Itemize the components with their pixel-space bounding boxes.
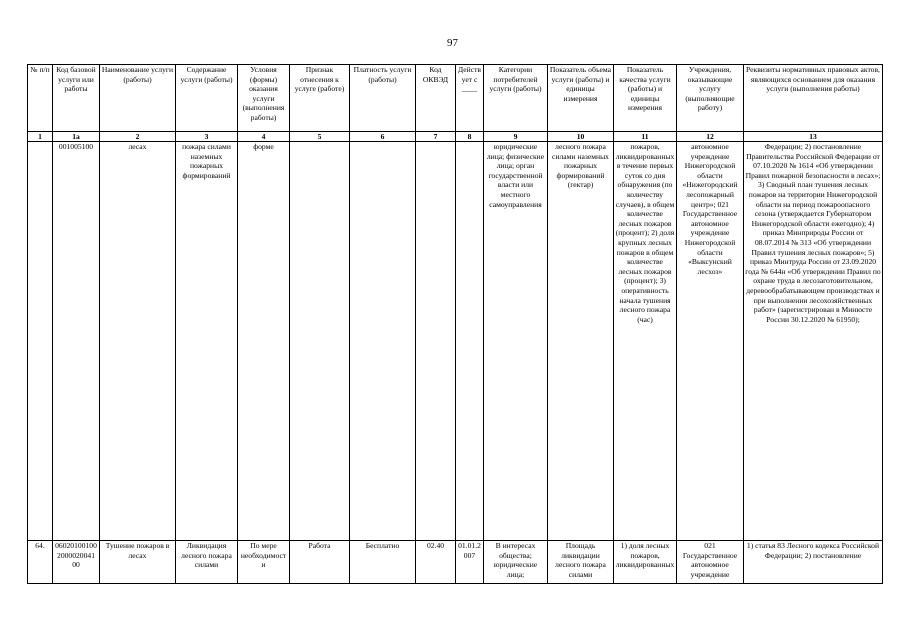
column-number: 4 xyxy=(238,132,290,142)
table-cell: лесах xyxy=(100,142,176,541)
table-cell: 1) доля лесных пожаров, ликвидированных xyxy=(614,541,677,584)
table-cell: Ликвидация лесного пожара силами xyxy=(176,541,238,584)
header-cell: Наименование услуги (работы) xyxy=(100,65,176,132)
table-cell: По мере необходимости xyxy=(238,541,290,584)
table-cell xyxy=(28,142,53,541)
table-cell: Тушение пожаров в лесах xyxy=(100,541,176,584)
table-cell: 01.01.2007 xyxy=(456,541,484,584)
table-cell: пожаров, ликвидированных в течение первых суток со дня обнаружения (по количеству случаев), в общем количестве лесных пожаров (процент); 2) доля крупных лесных пожаров в общем количестве лесных пожаров (процент); 3) оперативность начала тушения лесного пожара (час) xyxy=(614,142,677,541)
table-cell: форме xyxy=(238,142,290,541)
column-number: 5 xyxy=(290,132,350,142)
header-cell: Платность услуги (работы) xyxy=(350,65,416,132)
table-cell: Работа xyxy=(290,541,350,584)
table-cell: 021 Государственное автономное учреждение xyxy=(677,541,744,584)
column-number: 11 xyxy=(614,132,677,142)
table-cell: 1) статья 83 Лесного кодекса Российской Федерации; 2) постановление xyxy=(744,541,883,584)
table-cell: Площадь ликвидации лесного пожара силами xyxy=(548,541,614,584)
header-cell: № п/п xyxy=(28,65,53,132)
header-cell: Учреждения, оказывающие услугу (выполняющие работу) xyxy=(677,65,744,132)
header-cell: Действует с ____ xyxy=(456,65,484,132)
header-cell: Показатель объема услуги (работы) и единицы измерения xyxy=(548,65,614,132)
column-number: 3 xyxy=(176,132,238,142)
table-cell: 001005100 xyxy=(53,142,100,541)
table-cell xyxy=(290,142,350,541)
column-number: 1а xyxy=(53,132,100,142)
table-cell: автономное учреждение Нижегородской области «Нижегородский лесопожарный центр»; 021 Государственное автономное учреждение Нижегородской области «Выксунский лесхоз» xyxy=(677,142,744,541)
table-cell xyxy=(350,142,416,541)
table-cell: Бесплатно xyxy=(350,541,416,584)
table-cell: пожара силами наземных пожарных формирований xyxy=(176,142,238,541)
column-number: 12 xyxy=(677,132,744,142)
header-cell: Реквизиты нормативных правовых актов, являющихся основанием для оказания услуги (выполнения работы) xyxy=(744,65,883,132)
column-number-row xyxy=(28,132,883,142)
table-row xyxy=(28,541,883,584)
table-cell: лесного пожара силами наземных пожарных формирований (гектар) xyxy=(548,142,614,541)
column-number: 9 xyxy=(484,132,548,142)
table-row xyxy=(28,142,883,541)
header-cell: Содержание услуги (работы) xyxy=(176,65,238,132)
column-number: 1 xyxy=(28,132,53,142)
table-cell: Федерации; 2) постановление Правительства Российской Федерации от 07.10.2020 № 1614 «Об утверждении Правил пожарной безопасности в лесах»; 3) Сводный план тушения лесных пожаров на территории Нижегородской области на период пожароопасного сезона (утверждается Губернатором Нижегородской области ежегодно); 4) приказ Минприроды России от 08.07.2014 № 313 «Об утверждении Правил тушения лесных пожаров»; 5) приказ Минтруда России от 23.09.2020 года № 644н «Об утверждении Правил по охране труда в лесозаготовительном, деревообрабатывающем производствах и при выполнении лесохозяйственных работ» (зарегистрирован в Минюсте России 30.12.2020 № 61950); xyxy=(744,142,883,541)
column-number: 6 xyxy=(350,132,416,142)
header-cell: Признак отнесения к услуге (работе) xyxy=(290,65,350,132)
header-cell: Код ОКВЭД xyxy=(416,65,456,132)
column-number: 7 xyxy=(416,132,456,142)
header-cell: Категории потребителей услуги (работы) xyxy=(484,65,548,132)
header-row xyxy=(28,65,883,132)
column-number: 8 xyxy=(456,132,484,142)
table-cell: 060201001002000020041 00 xyxy=(53,541,100,584)
column-number: 10 xyxy=(548,132,614,142)
header-cell: Показатель качества услуги (работы) и единицы измерения xyxy=(614,65,677,132)
table-cell xyxy=(456,142,484,541)
table-cell: юридические лица; физические лица; орган государственной власти или местного самоуправления xyxy=(484,142,548,541)
services-registry-table xyxy=(27,64,883,584)
page-number: 97 xyxy=(447,37,458,49)
table-cell: 02.40 xyxy=(416,541,456,584)
table-cell: В интересах общества; юридические лица; xyxy=(484,541,548,584)
table-cell xyxy=(416,142,456,541)
header-cell: Код базовой услуги или работы xyxy=(53,65,100,132)
table-cell: 64. xyxy=(28,541,53,584)
column-number: 13 xyxy=(744,132,883,142)
header-cell: Условия (формы) оказания услуги (выполнения работы) xyxy=(238,65,290,132)
column-number: 2 xyxy=(100,132,176,142)
